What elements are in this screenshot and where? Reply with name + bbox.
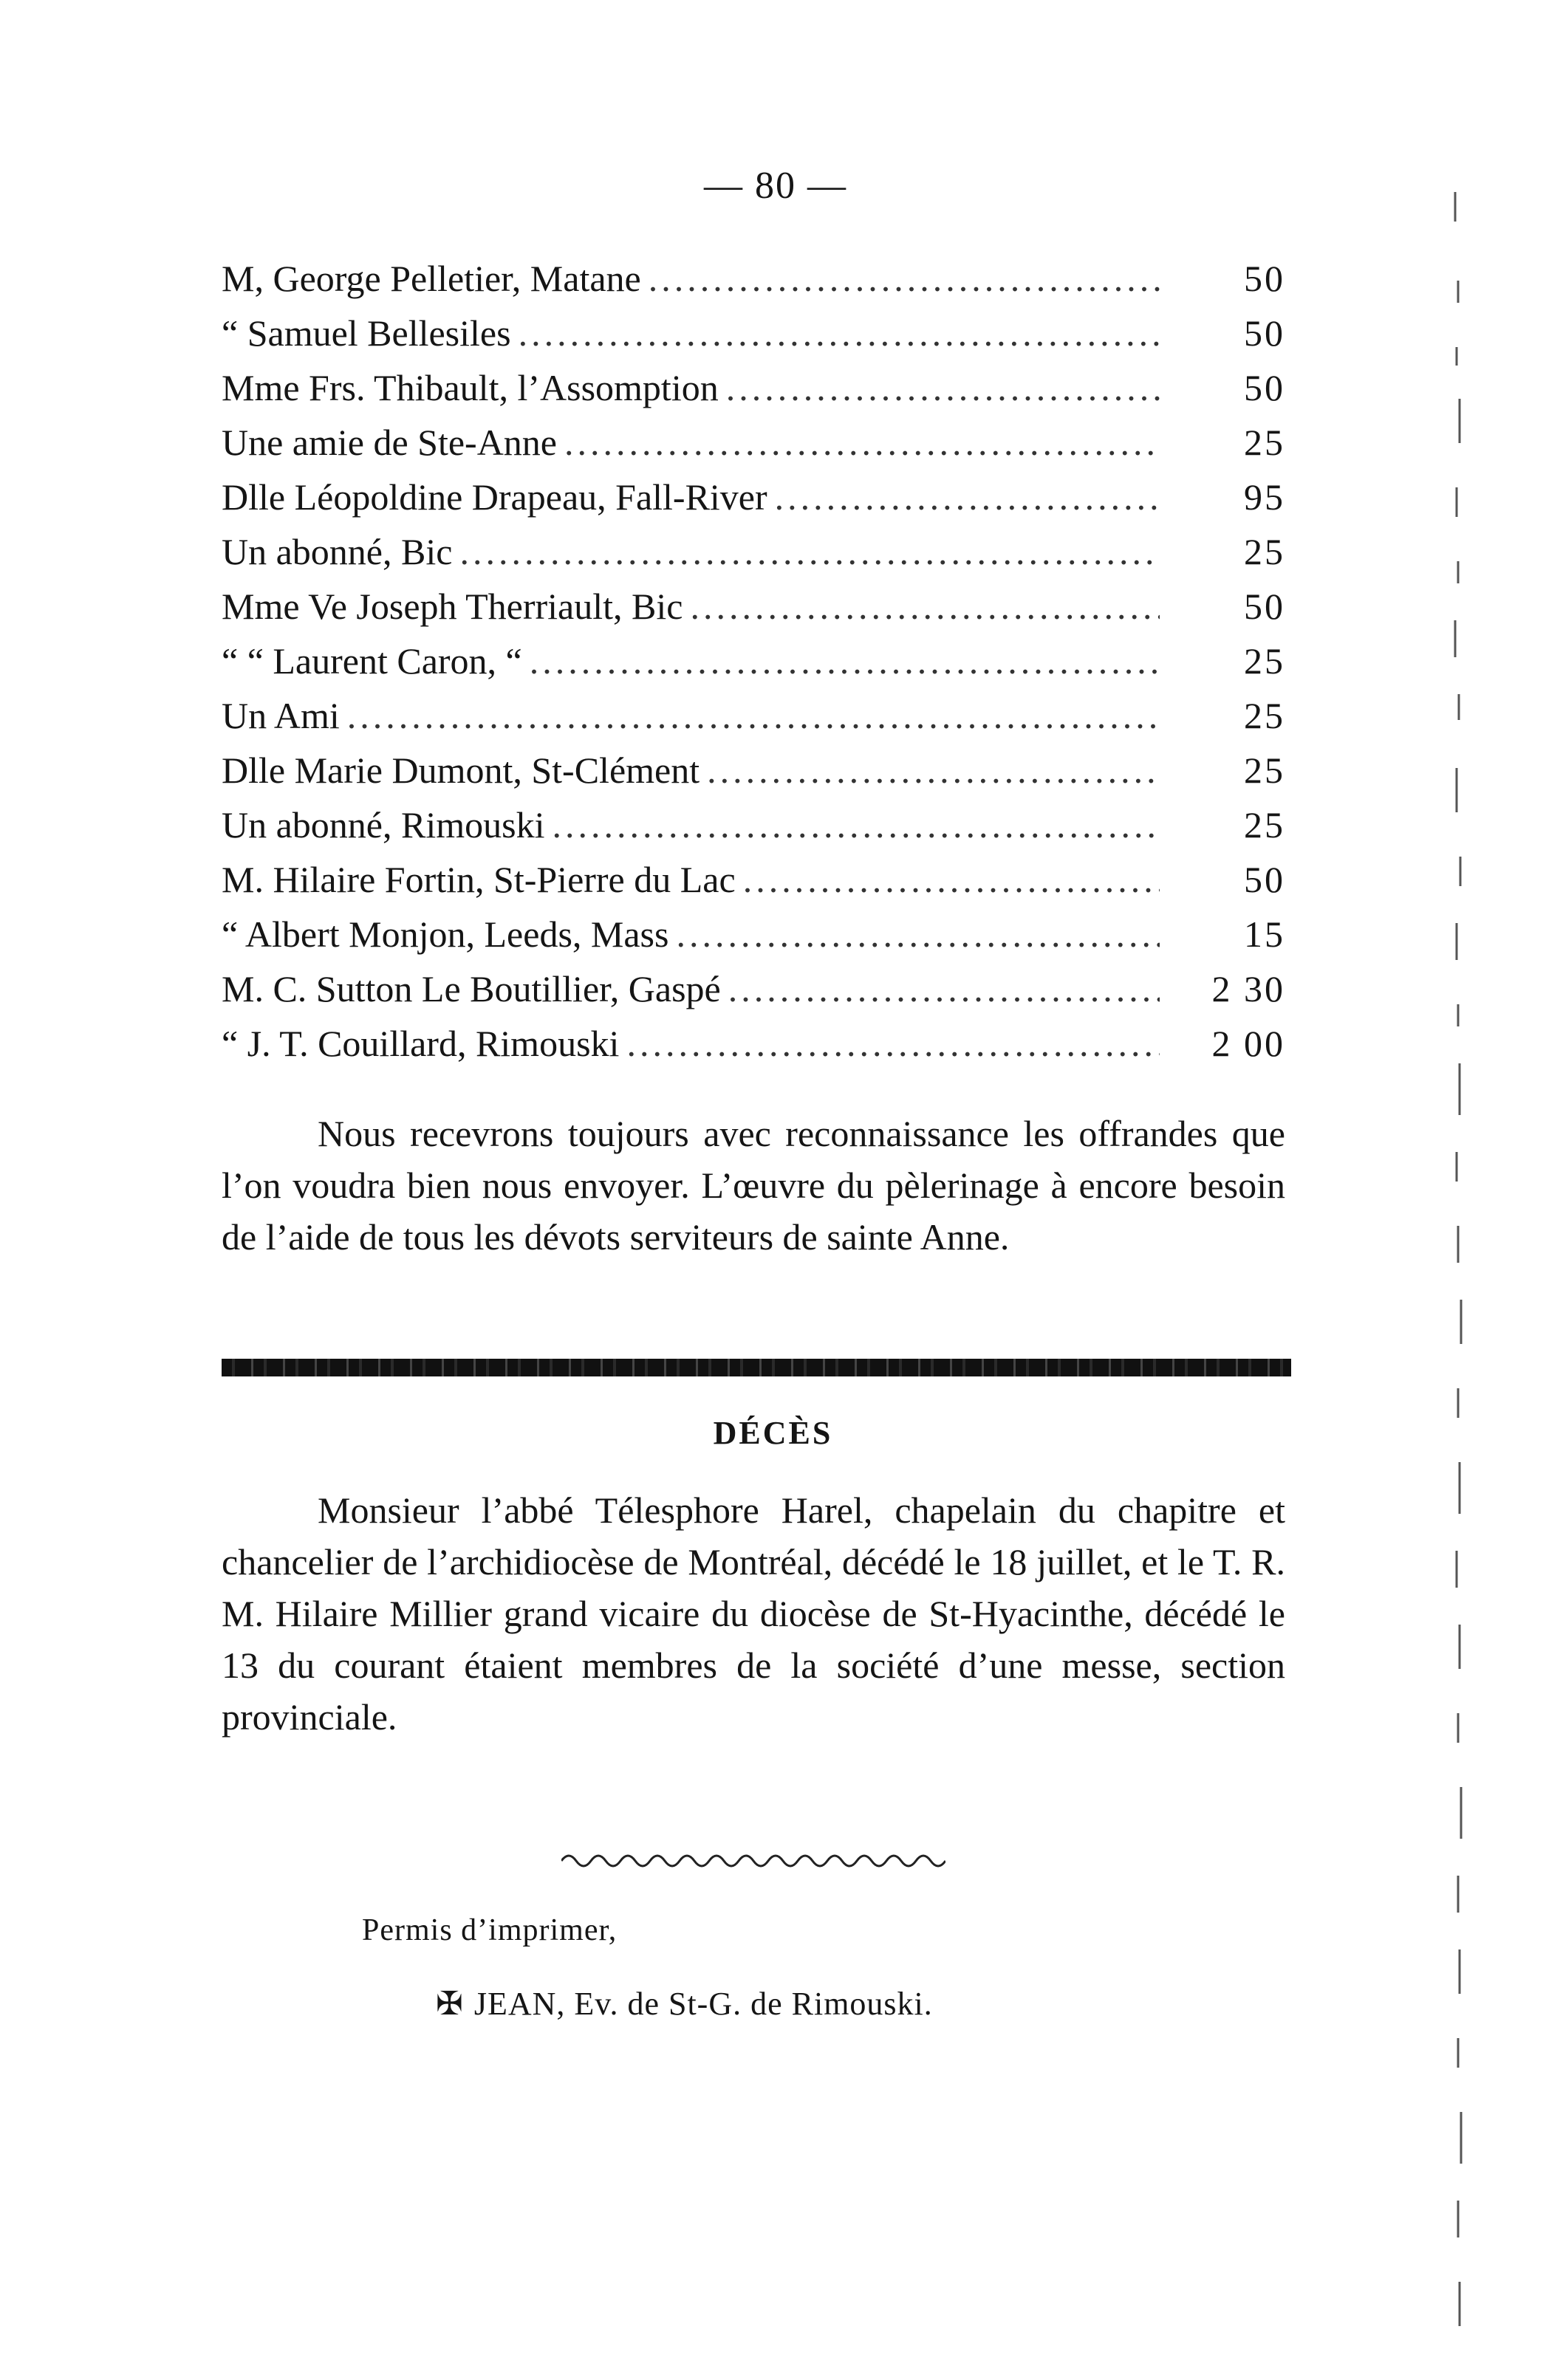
donor-name: Dlle Marie Dumont, St-Clément: [222, 750, 700, 791]
donor-name: M. Hilaire Fortin, St-Pierre du Lac: [222, 859, 736, 900]
donation-row: [222, 798, 1285, 852]
donation-amount: 2 00: [1211, 1023, 1285, 1064]
dot-leader: [728, 961, 1160, 1016]
donation-amount: 25: [1244, 804, 1285, 846]
donor-name: “ J. T. Couillard, Rimouski: [222, 1023, 620, 1064]
donation-amount: 50: [1244, 586, 1285, 627]
donation-amount: 50: [1244, 312, 1285, 354]
donation-amount: 95: [1244, 476, 1285, 518]
imprimatur-label: Permis d’imprimer,: [362, 1913, 618, 1947]
donation-row: [222, 251, 1285, 306]
donor-name: Mme Ve Joseph Therriault, Bic: [222, 586, 683, 627]
dot-leader: [564, 415, 1160, 470]
dot-leader: [459, 524, 1160, 579]
donor-name: Un abonné, Bic: [222, 531, 453, 572]
dot-leader: [347, 688, 1160, 743]
donor-name: “ “ Laurent Caron, “: [222, 640, 522, 682]
donation-amount: 50: [1244, 367, 1285, 408]
bishop-signature: [436, 1985, 933, 2023]
dot-leader: [626, 1016, 1160, 1071]
donation-row: [222, 688, 1285, 743]
dot-leader: [690, 579, 1160, 634]
dot-leader: [775, 470, 1160, 524]
donation-amount: 50: [1244, 258, 1285, 299]
donation-amount: 2 30: [1211, 968, 1285, 1009]
dot-leader: [707, 743, 1160, 798]
donor-name: Une amie de Ste-Anne: [222, 422, 558, 463]
section-divider: [222, 1359, 1291, 1376]
dot-leader: [649, 251, 1160, 306]
dot-leader: [676, 907, 1160, 961]
donation-amount: 25: [1244, 531, 1285, 572]
binding-edge-marks: [1440, 177, 1485, 2363]
dot-leader: [519, 306, 1160, 360]
donor-name: “ Samuel Bellesiles: [222, 312, 511, 354]
dot-leader: [743, 852, 1160, 907]
donation-row: [222, 306, 1285, 360]
donation-row: [222, 470, 1285, 524]
donation-row: [222, 579, 1285, 634]
donation-row: [222, 852, 1285, 907]
donor-name: Un Ami: [222, 695, 340, 736]
dot-leader: [726, 360, 1160, 415]
donation-row: [222, 524, 1285, 579]
dot-leader: [530, 634, 1160, 688]
donation-row: [222, 415, 1285, 470]
donor-name: “ Albert Monjon, Leeds, Mass: [222, 913, 669, 955]
donation-amount: 25: [1244, 640, 1285, 682]
donation-row: [222, 634, 1285, 688]
intro-paragraph: Nous recevrons toujours avec reconnaissance les offrandes que l’on voudra bien nous envoyer. L’œuvre du pèlerinage à encore besoin de l’aide de tous les dévots serviteurs de sainte Anne.: [222, 1113, 1285, 1258]
donation-row: [222, 1016, 1285, 1071]
donation-amount: 50: [1244, 859, 1285, 900]
donation-amount: 25: [1244, 750, 1285, 791]
donation-row: [222, 907, 1285, 961]
donation-row: [222, 961, 1285, 1016]
wavy-ornament: [561, 1846, 945, 1876]
cross-icon: ✠: [436, 1986, 464, 2022]
deces-heading: DÉCÈS: [713, 1415, 833, 1451]
donor-name: M. C. Sutton Le Boutillier, Gaspé: [222, 968, 721, 1009]
signature-text: JEAN, Ev. de St-G. de Rimouski.: [473, 1986, 933, 2022]
donation-row: [222, 360, 1285, 415]
donation-list: [222, 251, 1285, 1071]
page-number: — 80 —: [704, 165, 847, 207]
donation-row: [222, 743, 1285, 798]
dot-leader: [552, 798, 1160, 852]
donor-name: Dlle Léopoldine Drapeau, Fall-River: [222, 476, 767, 518]
donor-name: M, George Pelletier, Matane: [222, 258, 641, 299]
donation-amount: 25: [1244, 695, 1285, 736]
deces-paragraph: Monsieur l’abbé Télesphore Harel, chapelain du chapitre et chancelier de l’archidiocèse de Montréal, décédé le 18 juillet, et le T. R. M. Hilaire Millier grand vicaire du diocèse de St-Hyacinthe, décédé le 13 du courant étaient membres de la société d’une messe, section provinciale.: [222, 1489, 1285, 1738]
donor-name: Un abonné, Rimouski: [222, 804, 545, 846]
donor-name: Mme Frs. Thibault, l’Assomption: [222, 367, 719, 408]
donation-amount: 15: [1244, 913, 1285, 955]
donation-amount: 25: [1244, 422, 1285, 463]
